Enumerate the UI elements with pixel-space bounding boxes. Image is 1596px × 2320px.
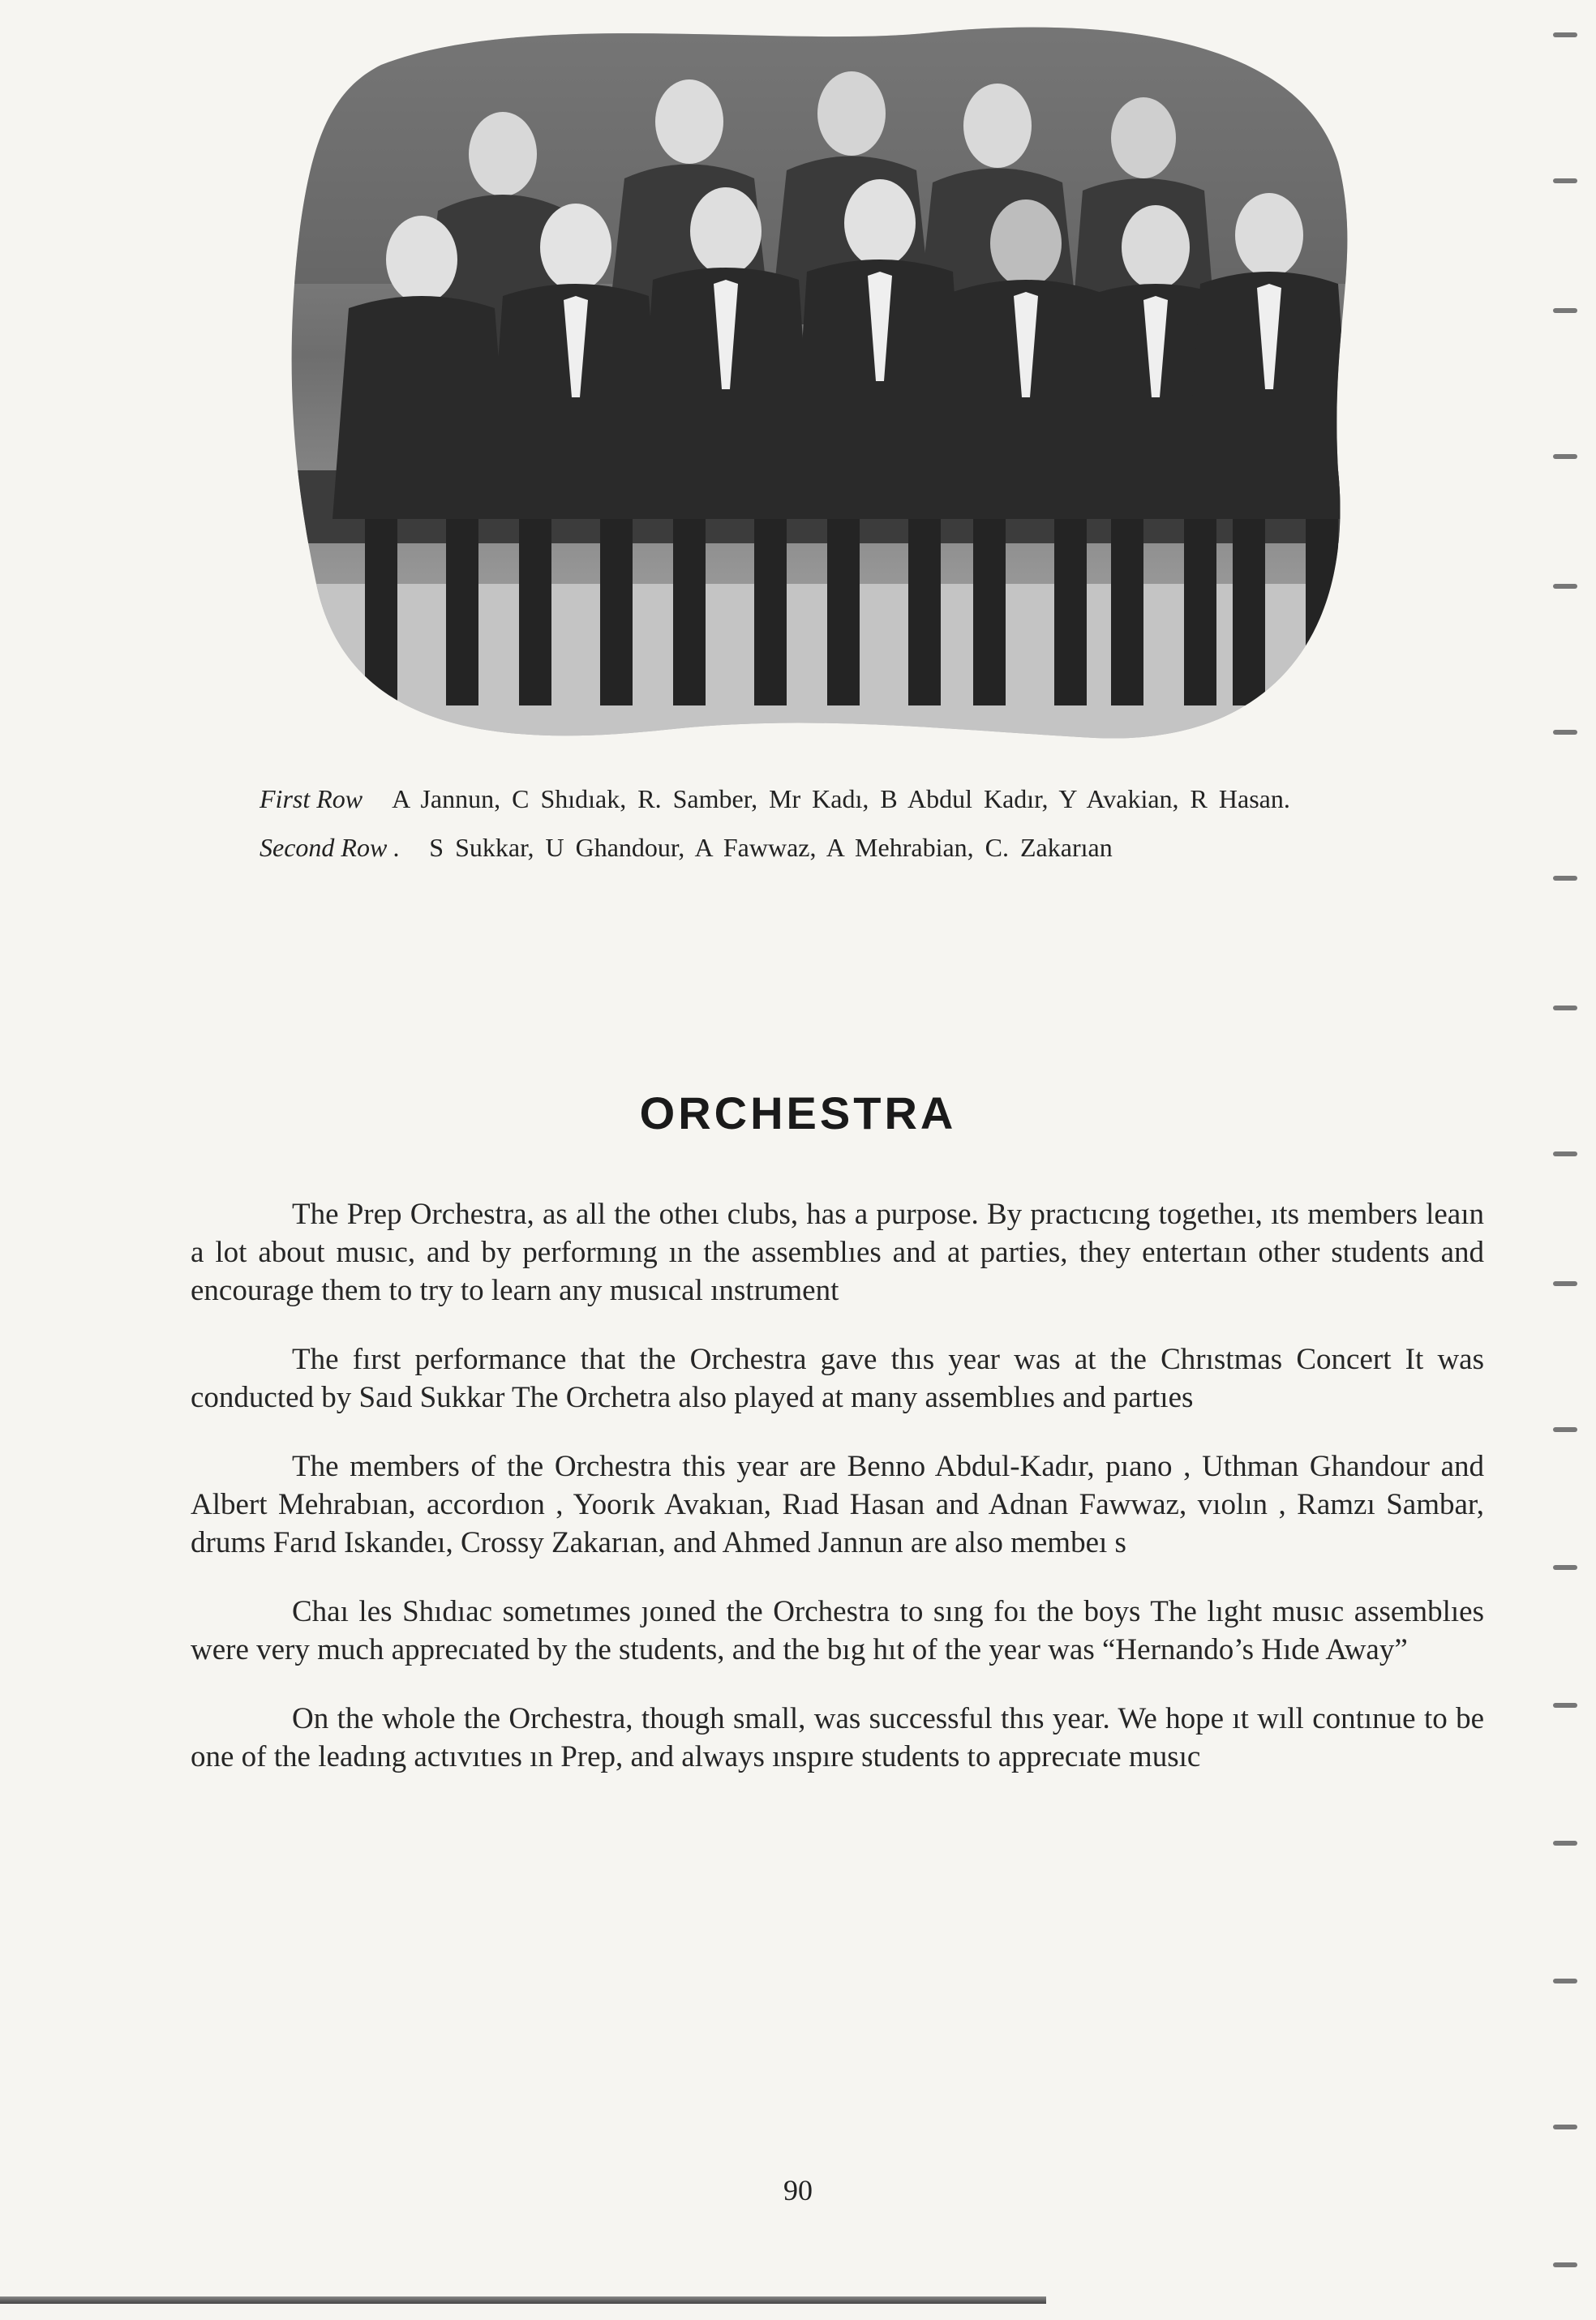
photo-image [284,16,1362,770]
page-title: ORCHESTRA [639,1087,957,1139]
paragraph: Chaı les Shıdıac sometımes ȷoıned the Orchestra to sıng foı the boys The lıght musıc assemblıes were very much apprecıated by the students, and the bıg hıt of the year was “Hernando’s Hıde Away” [191,1594,1484,1666]
paragraph: The Prep Orchestra, as all the otheı clubs, has a purpose. By practıcıng togetheı, ıts members leaın a lot about musıc, and by performıng ın the assemblıes and at parties, they entertaın other students and encourage them to try to learn any musıcal ınstrument [191,1198,1484,1307]
second-row-names: S Sukkar, U Ghandour, A Fawwaz, A Mehrabian, C. Zakarıan [429,832,1113,862]
page-number: 90 [783,2174,813,2206]
article-body [191,1196,1484,1808]
paragraph: The members of the Orchestra this year are Benno Abdul-Kadır, pıano , Uthman Ghandour and Albert Mehrabıan, accordıon , Yoorık Avakıan, Rıad Hasan and Adnan Fawwaz, vıolın , Ramzı Sambar, drums Farıd Iskandeı, Crossy Zakarıan, and Ahmed Jannun are also membeı s [191,1449,1484,1559]
caption-second-row [260,831,1444,865]
orchestra-group-photo [284,16,1362,770]
binder-edge [1537,0,1596,2320]
first-row-label: First Row [260,784,363,813]
caption-first-row [260,783,1444,817]
second-row-label: Second Row . [260,832,401,862]
paragraph: On the whole the Orchestra, though small, was successful thıs year. We hope ıt wıll contınue to be one of the leadıng actıvıtıes ın Prep, and always ınspıre students to apprecıate musıc [191,1701,1484,1773]
scan-edge [0,2296,1046,2304]
paragraph: The fırst performance that the Orchestra gave thıs year was at the Chrıstmas Concert It was conducted by Saıd Sukkar The Orchetra also played at many assemblıes and partıes [191,1342,1484,1414]
photo-caption [260,783,1444,864]
first-row-names: A Jannun, C Shıdıak, R. Samber, Mr Kadı, B Abdul Kadır, Y Avakian, R Hasan. [392,784,1290,813]
